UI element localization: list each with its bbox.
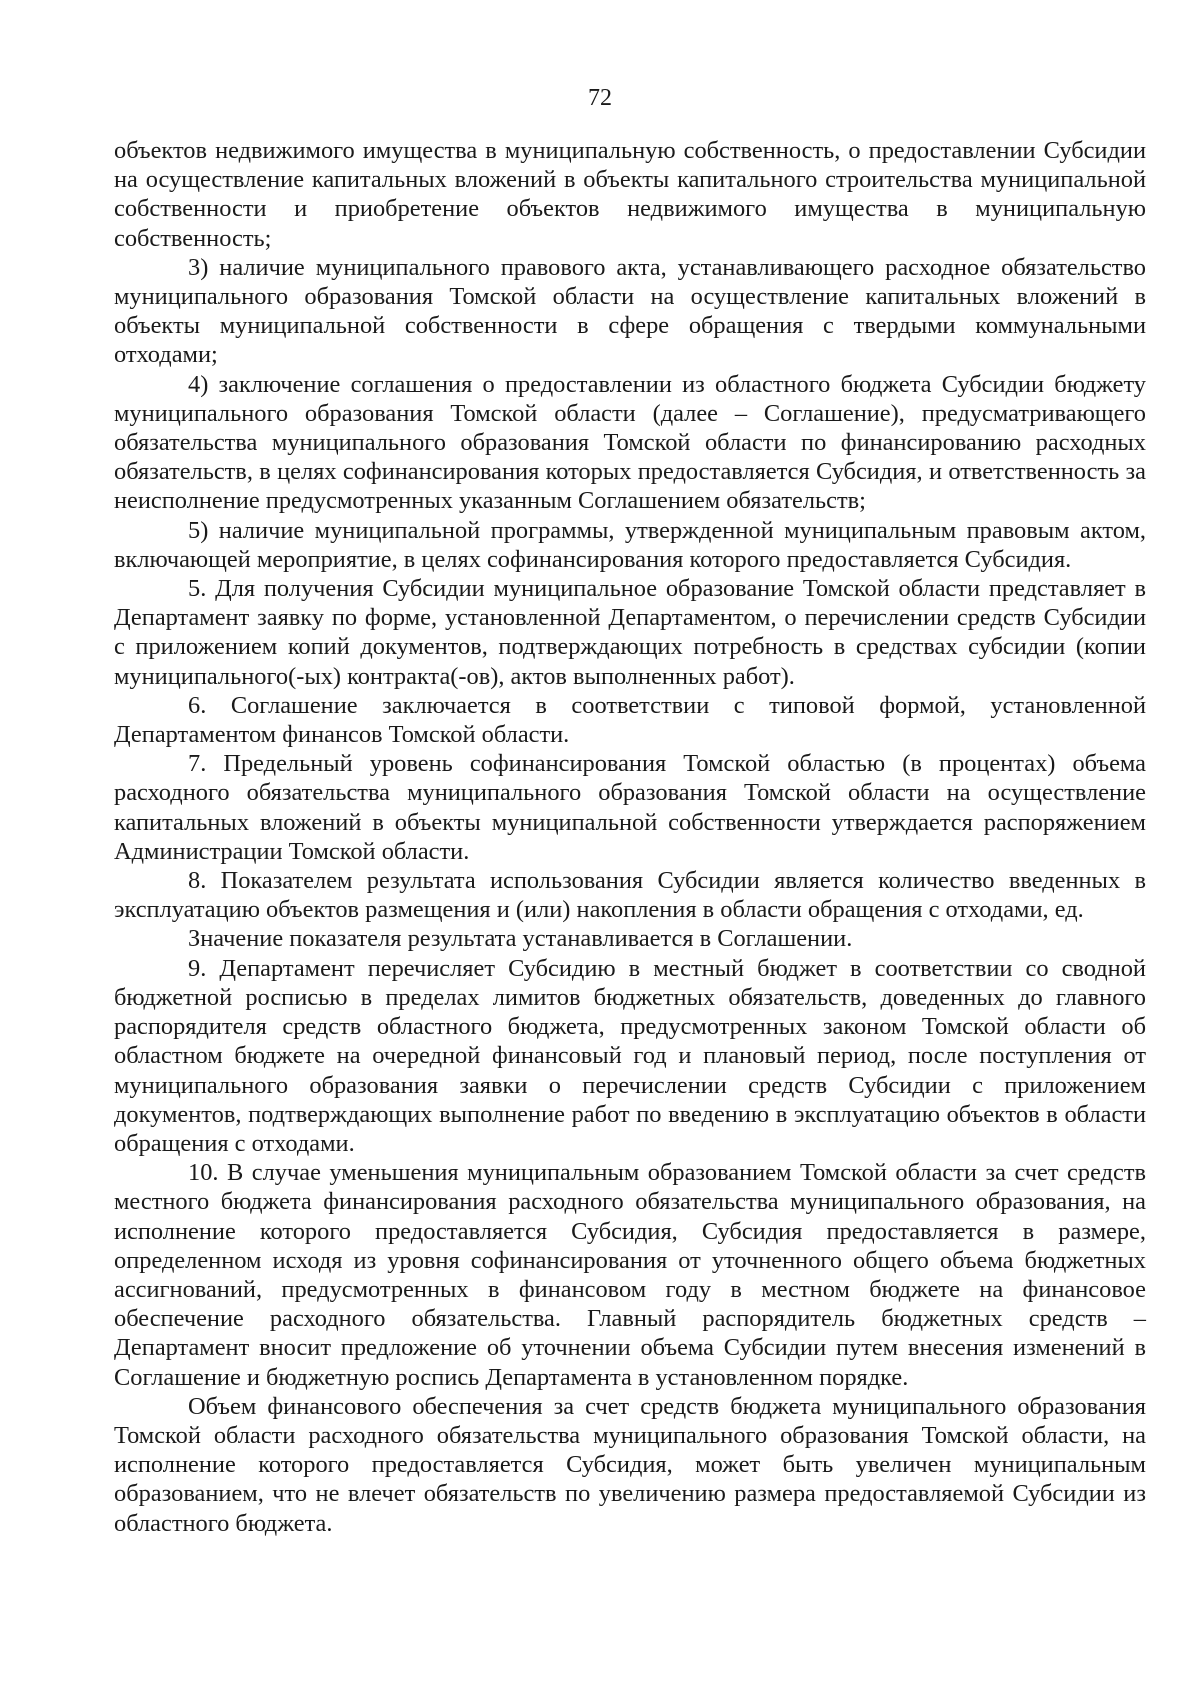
document-body: [114, 136, 1146, 1538]
paragraph-item-5-sub: 5) наличие муниципальной программы, утвержденной муниципальным правовым актом, включающей мероприятие, в целях софинансирования которого предоставляется Субсидия.: [114, 516, 1146, 573]
paragraph-clause-10: 10. В случае уменьшения муниципальным образованием Томской области за счет средств местного бюджета финансирования расходного обязательства муниципального образования, на исполнение которого предоставляется Субсидия, Субсидия предоставляется в размере, определенном исходя из уровня софинансирования от уточненного общего объема бюджетных ассигнований, предусмотренных в финансовом году в местном бюджете на финансовое обеспечение расходного обязательства. Главный распорядитель бюджетных средств – Департамент вносит предложение об уточнении объема Субсидии путем внесения изменений в Соглашение и бюджетную роспись Департамента в установленном порядке.: [114, 1159, 1146, 1391]
paragraph-continuation: объектов недвижимого имущества в муниципальную собственность, о предоставлении Субсидии на осуществление капитальных вложений в объекты капитального строительства муниципальной собственности и приобретение объектов недвижимого имущества в муниципальную собственность;: [114, 137, 1146, 252]
paragraph-clause-5: 5. Для получения Субсидии муниципальное образование Томской области представляет в Департамент заявку по форме, установленной Департаментом, о перечислении средств Субсидии с приложением копий документов, подтверждающих потребность в средствах субсидии (копии муниципального(-ых) контракта(-ов), актов выполненных работ).: [114, 575, 1146, 690]
paragraph-indicator-value: Значение показателя результата устанавливается в Соглашении.: [188, 925, 853, 953]
paragraph-clause-8: 8. Показателем результата использования Субсидии является количество введенных в эксплуатацию объектов размещения и (или) накопления в области обращения с отходами, ед.: [114, 867, 1146, 924]
paragraph-item-4: 4) заключение соглашения о предоставлении из областного бюджета Субсидии бюджету муниципального образования Томской области (далее – Соглашение), предусматривающего обязательства муниципального образования Томской области по финансированию расходных обязательств, в целях софинансирования которых предоставляется Субсидия, и ответственность за неисполнение предусмотренных указанным Соглашением обязательств;: [114, 370, 1146, 515]
paragraph-clause-7: 7. Предельный уровень софинансирования Томской областью (в процентах) объема расходного обязательства муниципального образования Томской области на осуществление капитальных вложений в объекты муниципальной собственности утверждается распоряжением Администрации Томской области.: [114, 750, 1146, 865]
page-number: 72: [588, 85, 612, 111]
paragraph-funding-volume: Объем финансового обеспечения за счет средств бюджета муниципального образования Томской области расходного обязательства муниципального образования Томской области, на исполнение которого предоставляется Субсидия, может быть увеличен муниципальным образованием, что не влечет обязательств по увеличению размера предоставляемой Субсидии из областного бюджета.: [114, 1392, 1146, 1537]
paragraph-clause-6: 6. Соглашение заключается в соответствии с типовой формой, установленной Департаментом финансов Томской области.: [114, 691, 1146, 749]
paragraph-clause-9: 9. Департамент перечисляет Субсидию в местный бюджет в соответствии со сводной бюджетной росписью в пределах лимитов бюджетных обязательств, доведенных до главного распорядителя средств областного бюджета, предусмотренных законом Томской области об областном бюджете на очередной финансовый год и плановый период, после поступления от муниципального образования заявки о перечислении средств Субсидии с приложением документов, подтверждающих выполнение работ по введению в эксплуатацию объектов в области обращения с отходами.: [114, 954, 1146, 1157]
paragraph-item-3: 3) наличие муниципального правового акта, устанавливающего расходное обязательство муниципального образования Томской области на осуществление капитальных вложений в объекты муниципальной собственности в сфере обращения с твердыми коммунальными отходами;: [114, 253, 1146, 369]
